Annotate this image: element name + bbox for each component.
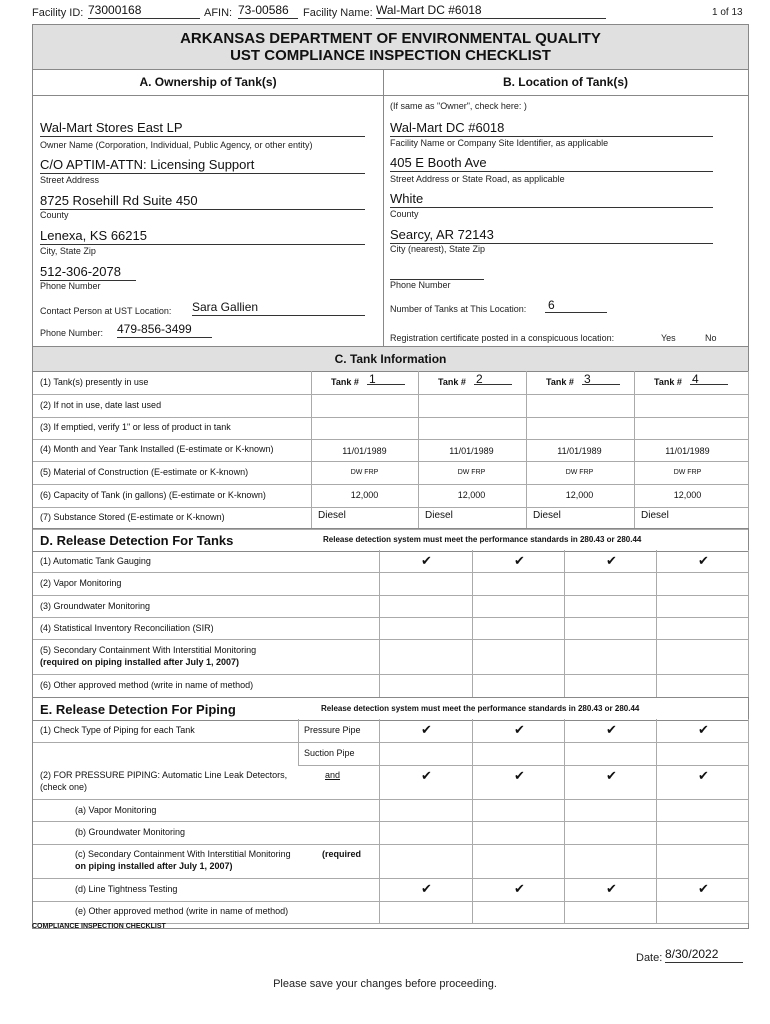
sub-row-note-bold: (required xyxy=(322,849,362,859)
row-label: (2) FOR PRESSURE PIPING: Automatic Line Leak Detectors, xyxy=(40,770,288,780)
owner-street-caption: Street Address xyxy=(40,175,100,185)
divider xyxy=(748,719,749,923)
contact-phone-field[interactable]: 479-856-3499 xyxy=(117,322,212,338)
tank-number-field[interactable]: 3 xyxy=(582,372,620,385)
tank-substance[interactable]: Diesel xyxy=(641,510,669,521)
checkmark-icon: ✔ xyxy=(606,553,617,568)
section-a-heading: A. Ownership of Tank(s) xyxy=(139,75,277,89)
row-label: (3) Groundwater Monitoring xyxy=(40,601,151,611)
checkmark-icon: ✔ xyxy=(698,768,709,783)
row-label: (1) Check Type of Piping for each Tank xyxy=(40,725,195,735)
owner-county-caption: County xyxy=(40,210,69,220)
row-label: (3) If emptied, verify 1" or less of product in tank xyxy=(40,422,231,432)
tank-number-label: Tank # xyxy=(438,377,466,387)
date-field[interactable]: 8/30/2022 xyxy=(665,947,743,963)
sub-row-label: (a) Vapor Monitoring xyxy=(75,805,157,815)
owner-name-field[interactable]: Wal-Mart Stores East LP xyxy=(40,120,365,137)
page-subtitle: UST COMPLIANCE INSPECTION CHECKLIST xyxy=(230,47,551,64)
row-label: (1) Automatic Tank Gauging xyxy=(40,556,151,566)
tank-capacity[interactable]: 12,000 xyxy=(350,490,379,500)
tank-number-label: Tank # xyxy=(331,377,359,387)
divider xyxy=(564,550,565,697)
tank-substance[interactable]: Diesel xyxy=(533,510,561,521)
registration-label: Registration certificate posted in a conspicuous location: xyxy=(390,333,615,343)
sub-row-note-bold: on piping installed after July 1, 2007) xyxy=(75,861,233,871)
section-b-heading: B. Location of Tank(s) xyxy=(502,75,629,89)
owner-city-caption: City, State Zip xyxy=(40,246,96,256)
footer-label: COMPLIANCE INSPECTION CHECKLIST xyxy=(32,923,166,930)
tank-installed[interactable]: 11/01/1989 xyxy=(665,446,710,456)
location-city-caption: City (nearest), State Zip xyxy=(390,244,486,254)
row-label: (5) Secondary Containment With Interstitial Monitoring xyxy=(40,645,257,655)
tank-installed[interactable]: 11/01/1989 xyxy=(342,446,387,456)
checkmark-icon: ✔ xyxy=(421,722,432,737)
tank-number-field[interactable]: 1 xyxy=(367,372,405,385)
tank-number-label: Tank # xyxy=(654,377,682,387)
row-label: (4) Statistical Inventory Reconciliation (SIR) xyxy=(40,623,214,633)
section-c-header xyxy=(33,346,748,372)
owner-street-field[interactable]: C/O APTIM-ATTN: Licensing Support xyxy=(40,157,365,174)
facility-name-field[interactable]: Wal-Mart DC #6018 xyxy=(376,3,606,19)
tank-capacity[interactable]: 12,000 xyxy=(673,490,702,500)
contact-label: Contact Person at UST Location: xyxy=(40,306,172,316)
row-label: (7) Substance Stored (E-estimate or K-known) xyxy=(40,512,225,522)
checkmark-icon: ✔ xyxy=(606,881,617,896)
tank-substance[interactable]: Diesel xyxy=(318,510,346,521)
facility-name-label: Facility Name: xyxy=(303,7,373,19)
row-label: (6) Capacity of Tank (in gallons) (E-estimate or K-known) xyxy=(40,490,266,500)
section-d-note: Release detection system must meet the performance standards in 280.43 or 280.44 xyxy=(323,535,642,544)
section-d-header xyxy=(33,528,748,552)
sub-row-label: (b) Groundwater Monitoring xyxy=(75,827,186,837)
row-label: (2) Vapor Monitoring xyxy=(40,578,122,588)
registration-yes[interactable]: Yes xyxy=(661,333,676,343)
table-row xyxy=(33,572,748,596)
checkmark-icon: ✔ xyxy=(514,553,525,568)
owner-city-field[interactable]: Lenexa, KS 66215 xyxy=(40,228,365,245)
afin-label: AFIN: xyxy=(204,7,233,19)
section-d-heading: D. Release Detection For Tanks xyxy=(40,533,234,548)
checkmark-icon: ✔ xyxy=(514,768,525,783)
divider xyxy=(379,550,380,697)
tank-installed[interactable]: 11/01/1989 xyxy=(449,446,494,456)
owner-phone-caption: Phone Number xyxy=(40,281,101,291)
tank-material[interactable]: DW FRP xyxy=(457,469,486,476)
section-e-heading: E. Release Detection For Piping xyxy=(40,702,236,717)
row-label: (check one) xyxy=(40,782,88,792)
location-county-field[interactable]: White xyxy=(390,191,713,208)
sub-row-label: (e) Other approved method (write in name of method) xyxy=(75,906,289,916)
divider xyxy=(656,719,657,923)
location-county-caption: County xyxy=(390,209,419,219)
checkmark-icon: ✔ xyxy=(514,881,525,896)
registration-no[interactable]: No xyxy=(705,333,717,343)
checkmark-icon: ✔ xyxy=(698,881,709,896)
tank-material[interactable]: DW FRP xyxy=(673,469,702,476)
checkmark-icon: ✔ xyxy=(421,881,432,896)
divider xyxy=(748,371,749,528)
date-label: Date: xyxy=(636,952,663,964)
divider xyxy=(564,719,565,923)
location-facility-caption: Facility Name or Company Site Identifier, as applicable xyxy=(390,138,609,148)
page-title: ARKANSAS DEPARTMENT OF ENVIRONMENTAL QUALITY xyxy=(180,30,601,47)
section-e-header xyxy=(33,697,748,721)
divider xyxy=(298,719,299,765)
title-band xyxy=(33,25,748,70)
divider xyxy=(748,550,749,697)
divider xyxy=(472,550,473,697)
checkmark-icon: ✔ xyxy=(514,722,525,737)
location-phone-caption: Phone Number xyxy=(390,280,451,290)
checkmark-icon: ✔ xyxy=(421,768,432,783)
tank-number-field[interactable]: 2 xyxy=(474,372,512,385)
section-e-note: Release detection system must meet the performance standards in 280.43 or 280.44 xyxy=(321,704,640,713)
tank-count-label: Number of Tanks at This Location: xyxy=(390,304,527,314)
row-label: (4) Month and Year Tank Installed (E-estimate or K-known) xyxy=(40,444,274,454)
location-street-caption: Street Address or State Road, as applicable xyxy=(390,174,565,184)
owner-name-caption: Owner Name (Corporation, Individual, Public Agency, or other entity) xyxy=(40,140,313,150)
checkmark-icon: ✔ xyxy=(606,768,617,783)
owner-county-field[interactable]: 8725 Rosehill Rd Suite 450 xyxy=(40,193,365,210)
tank-installed[interactable]: 11/01/1989 xyxy=(557,446,602,456)
location-phone-field[interactable] xyxy=(390,264,484,280)
checkmark-icon: ✔ xyxy=(421,553,432,568)
tank-count-field[interactable]: 6 xyxy=(545,298,607,313)
contact-field[interactable]: Sara Gallien xyxy=(192,300,365,316)
location-facility-field[interactable]: Wal-Mart DC #6018 xyxy=(390,120,713,137)
pressure-pipe-label: Pressure Pipe xyxy=(304,725,361,735)
divider xyxy=(383,95,384,346)
facility-id-field[interactable]: 73000168 xyxy=(88,3,200,19)
sub-row-label: (c) Secondary Containment With Interstitial Monitoring xyxy=(75,849,291,859)
owner-phone-field[interactable]: 512-306-2078 xyxy=(40,264,136,281)
checkmark-icon: ✔ xyxy=(698,722,709,737)
section-c-heading: C. Tank Information xyxy=(334,352,447,366)
facility-id-label: Facility ID: xyxy=(32,7,84,19)
same-as-owner-note: (If same as "Owner", check here: ) xyxy=(390,101,527,111)
row-label-and: and xyxy=(325,770,341,780)
page-number: 1 of 13 xyxy=(712,7,743,18)
location-city-field[interactable]: Searcy, AR 72143 xyxy=(390,227,713,244)
row-note-bold: (required on piping installed after July 1, 2007) xyxy=(40,657,240,667)
sub-row-label: (d) Line Tightness Testing xyxy=(75,884,178,894)
tank-capacity[interactable]: 12,000 xyxy=(457,490,486,500)
row-label: (1) Tank(s) presently in use xyxy=(40,377,149,387)
tank-material[interactable]: DW FRP xyxy=(350,469,379,476)
row-label: (6) Other approved method (write in name of method) xyxy=(40,680,254,690)
section-ab-header xyxy=(33,70,748,96)
suction-pipe-label: Suction Pipe xyxy=(304,748,355,758)
afin-field[interactable]: 73-00586 xyxy=(238,3,298,19)
table-row xyxy=(298,742,748,766)
save-note: Please save your changes before proceeding. xyxy=(273,978,497,990)
location-street-field[interactable]: 405 E Booth Ave xyxy=(390,155,713,172)
checkmark-icon: ✔ xyxy=(606,722,617,737)
contact-phone-label: Phone Number: xyxy=(40,328,104,338)
divider xyxy=(472,719,473,923)
tank-number-field[interactable]: 4 xyxy=(690,372,728,385)
tank-capacity[interactable]: 12,000 xyxy=(565,490,594,500)
checkmark-icon: ✔ xyxy=(698,553,709,568)
row-label: (5) Material of Construction (E-estimate or K-known) xyxy=(40,467,249,477)
tank-number-label: Tank # xyxy=(546,377,574,387)
tank-substance[interactable]: Diesel xyxy=(425,510,453,521)
row-label: (2) If not in use, date last used xyxy=(40,400,162,410)
divider xyxy=(379,719,380,923)
divider xyxy=(656,550,657,697)
tank-material[interactable]: DW FRP xyxy=(565,469,594,476)
